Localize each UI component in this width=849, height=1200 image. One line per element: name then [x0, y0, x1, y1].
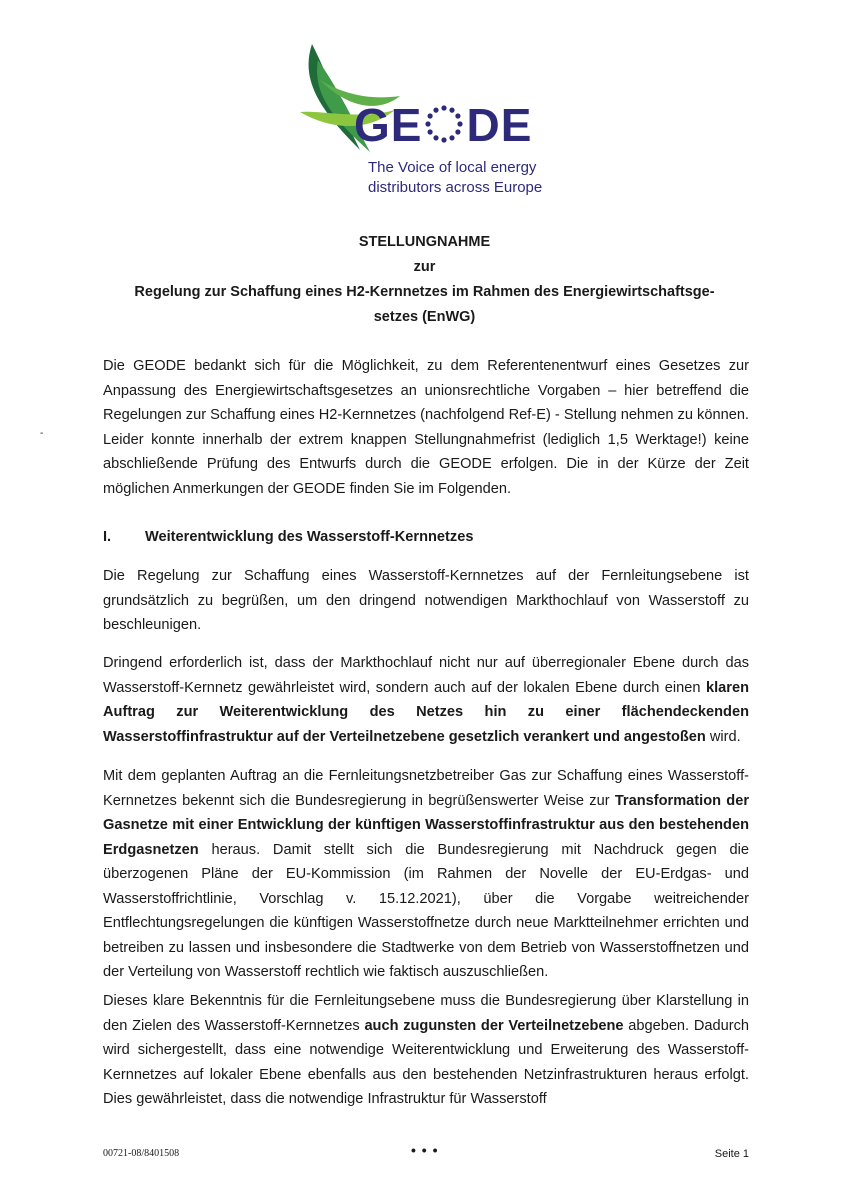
paragraph-1: Die Regelung zur Schaffung eines Wasserstoff-Kernnetzes auf der Fernleitungsebene ist grundsätzlich zu begrüßen, um den dringend notwendigen Markthochlauf von Wasserstoff zu beschleunigen.	[103, 568, 749, 633]
doc-title-line1: Regelung zur Schaffung eines H2-Kernnetzes im Rahmen des Energiewirtschaftsge-	[134, 284, 715, 300]
geode-logo	[290, 40, 570, 205]
emphasis-text: Transformation der Gasnetze mit einer Entwicklung der künftigen Wasserstoffinfrastruktur aus den bestehenden Erdgasnetzen	[103, 792, 749, 858]
margin-mark: -	[40, 428, 44, 439]
logo-tagline-2: distributors across Europe	[368, 179, 543, 196]
doc-title-line2: setzes (EnWG)	[373, 309, 476, 325]
paragraph-4: Dieses klare Bekenntnis für die Fernleitungsebene muss die Bundesregierung über Klarstellung in den Zielen des Wasserstoff-Kernnetzes auch zugunsten der Verteilnetzebene abgeben. Dadurch wird sichergestellt, dass eine notwendige Weiterentwicklung und Erweiterung des Wasserstoff-Kernnetzes auf lokaler Ebene ebenfalls aus den bestehenden Netzinfrastrukturen heraus erfolgt. Dies gewährleistet, dass die notwendige Infrastruktur für Wasserstoff	[103, 993, 749, 1107]
heading-preposition: zur	[413, 259, 436, 275]
intro-paragraph: Die GEODE bedankt sich für die Möglichkeit, zu dem Referentenentwurf eines Gesetzes zur Anpassung des Energiewirtschaftsgesetzes an unionsrechtliche Vorgaben – hier betreffend die Regelungen zur Schaffung eines H2-Kernnetzes (nachfolgend Ref-E) - Stellung nehmen zu können. Leider konnte innerhalb der extrem knappen Stellungnahmefrist (lediglich 1,5 Werktage!) keine abschließende Prüfung des Entwurfs durch die GEODE erfolgen. Die in der Kürze der Zeit möglichen Anmerkungen der GEODE finden Sie im Folgenden.	[103, 358, 749, 497]
emphasis-text: auch zugunsten der Verteilnetzebene	[364, 1017, 624, 1034]
logo-wordmark: GE DE	[354, 99, 533, 151]
footer-page-label: Seite 1	[714, 1148, 749, 1160]
paragraph-3: Mit dem geplanten Auftrag an die Fernleitungsnetzbetreiber Gas zur Schaffung eines Wasserstoff-Kernnetzes bekennt sich die Bundesregierung in begrüßenswerter Weise zur Transformation der Gasnetze mit einer Entwicklung der künftigen Wasserstoffinfrastruktur aus den bestehenden Erdgasnetzen heraus. Damit stellt sich die Bundesregierung mit Nachdruck gegen die überzogenen Pläne der EU-Kommission (im Rahmen der Novelle der EU-Erdgas- und Wasserstoffrichtlinie, Vorschlag v. 15.12.2021), über die Vorgabe weitreichender Entflechtungsregelungen die künftigen Wasserstoffnetze durch neue Marktteilnehmer errichten und betreiben zu lassen und insbesondere die Stadtwerke von dem Betrieb von Wasserstoffnetzen und der Verteilung von Wasserstoff rechtlich wie faktisch auszuschließen.	[103, 768, 749, 980]
section-number: I.	[103, 529, 112, 545]
logo-tagline-1: The Voice of local energy	[368, 159, 537, 176]
star-circle-icon	[424, 104, 464, 144]
section-heading	[103, 529, 473, 545]
paragraph-2: Dringend erforderlich ist, dass der Markthochlauf nicht nur auf überregionaler Ebene durch das Wasserstoff-Kernnetz gewährleistet wird, sondern auch auf der lokalen Ebene durch einen klaren Auftrag zur Weiterentwicklung des Netzes hin zu einer flächendeckenden Wasserstoffinfrastruktur auf der Verteilnetzebene gesetzlich verankert und angestoßen wird.	[103, 655, 749, 745]
footer-doc-number: 00721-08/8401508	[103, 1148, 180, 1159]
footer-dots: • • •	[411, 1142, 439, 1158]
emphasis-text: klaren Auftrag zur Weiterentwicklung des Netzes hin zu einer flächendeckenden Wasserstoffinfrastruktur auf der Verteilnetzebene gesetzlich verankert und angestoßen	[103, 679, 749, 745]
doc-type-heading: STELLUNGNAHME	[358, 234, 491, 250]
section-title: Weiterentwicklung des Wasserstoff-Kernnetzes	[145, 529, 474, 545]
